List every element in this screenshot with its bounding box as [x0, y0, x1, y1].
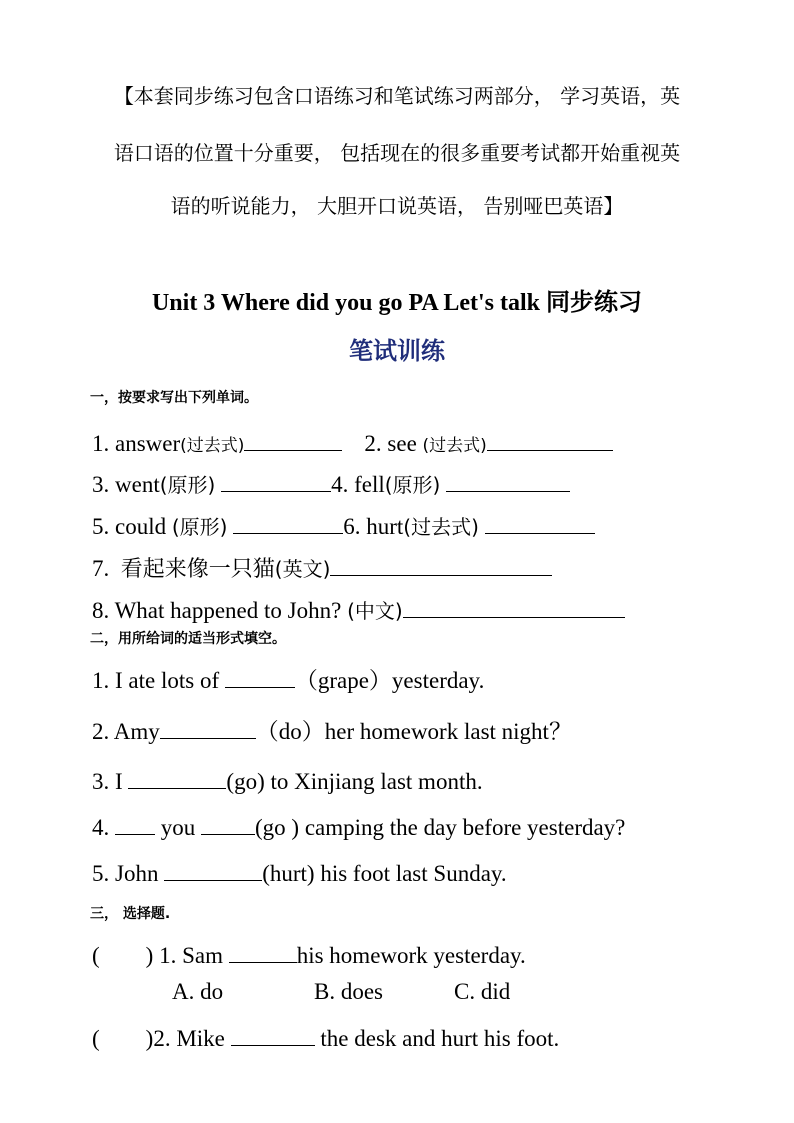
s2-q5-text-a: 5. John [92, 861, 165, 886]
s1-q4-answer-blank[interactable] [446, 469, 570, 492]
s1-q1-answer-blank[interactable] [244, 428, 342, 451]
s3-q2-answer-parentheses[interactable]: ( ) [92, 1026, 154, 1051]
s1-q4-label: 4. fell [331, 472, 385, 497]
s2-q3-text-b: (go) to Xinjiang last month. [226, 769, 483, 794]
s2-q4-text-b: you [155, 815, 201, 840]
section-2-heading: 二，用所给词的适当形式填空。 [90, 631, 286, 647]
s1-q5-hint: (原形) [171, 515, 228, 539]
s2-q2-text-b: （do）her homework last night？ [255, 719, 572, 744]
s2-q5-answer-blank[interactable] [164, 858, 262, 881]
s2-q4-text-c: (go ) camping the day before yesterday? [255, 815, 626, 840]
section-1-heading: 一，按要求写出下列单词。 [90, 390, 258, 406]
s1-q8-answer-blank[interactable] [403, 595, 625, 618]
page-subtitle: 笔试训练 [349, 337, 445, 365]
s3-q1-option-c[interactable]: C. did [454, 979, 511, 1004]
s1-q2-label: 2. see [364, 431, 423, 456]
s1-q5-label: 5. could [92, 514, 172, 539]
s1-q6-label: 6. hurt [343, 514, 404, 539]
s2-q1-answer-blank[interactable] [225, 665, 295, 688]
s1-question-row-5 [92, 595, 625, 626]
intro-line-1: 【本套同步练习包含口语练习和笔试练习两部分， 学习英语，英 [113, 84, 681, 108]
s3-question-1 [92, 940, 526, 971]
s1-q7-label: 7. [92, 556, 110, 581]
s1-q3-answer-blank[interactable] [221, 469, 331, 492]
s1-q7-answer-blank[interactable] [330, 553, 552, 576]
s2-question-1 [92, 665, 484, 696]
s3-q1-option-b[interactable]: B. does [314, 979, 383, 1004]
s3-q1-text-b: his homework yesterday. [296, 943, 526, 968]
s2-q1-text-a: 1. I ate lots of [92, 668, 225, 693]
s2-question-4 [92, 812, 625, 843]
s1-q3-label: 3. went [92, 472, 160, 497]
s3-q1-options [172, 977, 510, 1007]
s3-q2-text-b: the desk and hurt his foot. [314, 1026, 560, 1051]
s2-question-2 [92, 716, 572, 747]
s2-q3-text-a: 3. I [92, 769, 129, 794]
s2-q4-answer-blank-1[interactable] [115, 812, 155, 835]
s1-q3-hint: (原形) [159, 473, 216, 497]
s1-q6-answer-blank[interactable] [485, 511, 595, 534]
s2-question-5 [92, 858, 507, 889]
section-3-heading: 三， 选择题. [90, 906, 171, 922]
s1-q8-hint: (中文) [347, 599, 403, 623]
s3-q1-option-a[interactable]: A. do [172, 979, 224, 1004]
s1-q1-hint: (过去式) [180, 436, 245, 456]
s1-question-row-4 [92, 553, 552, 585]
s1-q2-answer-blank[interactable] [487, 428, 613, 451]
s3-q1-answer-blank[interactable] [229, 940, 297, 963]
s3-question-2 [92, 1023, 559, 1054]
s3-q2-text-a: 2. Mike [153, 1026, 231, 1051]
s2-q2-answer-blank[interactable] [160, 716, 256, 739]
intro-line-2: 语口语的位置十分重要， 包括现在的很多重要考试都开始重视英 [113, 141, 681, 165]
s1-q6-hint: (过去式) [403, 515, 479, 539]
s1-question-row-2 [92, 469, 570, 500]
s1-q7-text: 看起来像一只猫 [120, 557, 275, 582]
s2-q4-answer-blank-2[interactable] [201, 812, 255, 835]
s2-q5-text-b: (hurt) his foot last Sunday. [262, 861, 507, 886]
s1-q4-hint: (原形) [384, 473, 441, 497]
s3-q1-answer-parentheses[interactable]: ( ) [92, 943, 160, 968]
page-title: Unit 3 Where did you go PA Let's talk 同步练习 [151, 290, 643, 316]
s2-question-3 [92, 766, 483, 797]
s2-q2-text-a: 2. Amy [92, 719, 160, 744]
s2-q3-answer-blank[interactable] [128, 766, 226, 789]
s1-q5-answer-blank[interactable] [233, 511, 343, 534]
s2-q1-text-b: （grape）yesterday. [294, 668, 485, 693]
s2-q4-text-a: 4. [92, 815, 115, 840]
s1-q7-hint: (英文) [274, 557, 331, 581]
s1-q1-label: 1. answer [92, 431, 181, 456]
s1-question-row-1 [92, 428, 613, 461]
s1-question-row-3 [92, 511, 595, 542]
s3-q1-text-a: 1. Sam [159, 943, 229, 968]
s3-q2-answer-blank[interactable] [231, 1023, 315, 1046]
s1-q2-hint: (过去式) [422, 436, 487, 456]
intro-line-3: 语的听说能力， 大胆开口说英语， 告别哑巴英语】 [170, 194, 624, 218]
s1-q8-label: 8. What happened to John? [92, 598, 348, 623]
